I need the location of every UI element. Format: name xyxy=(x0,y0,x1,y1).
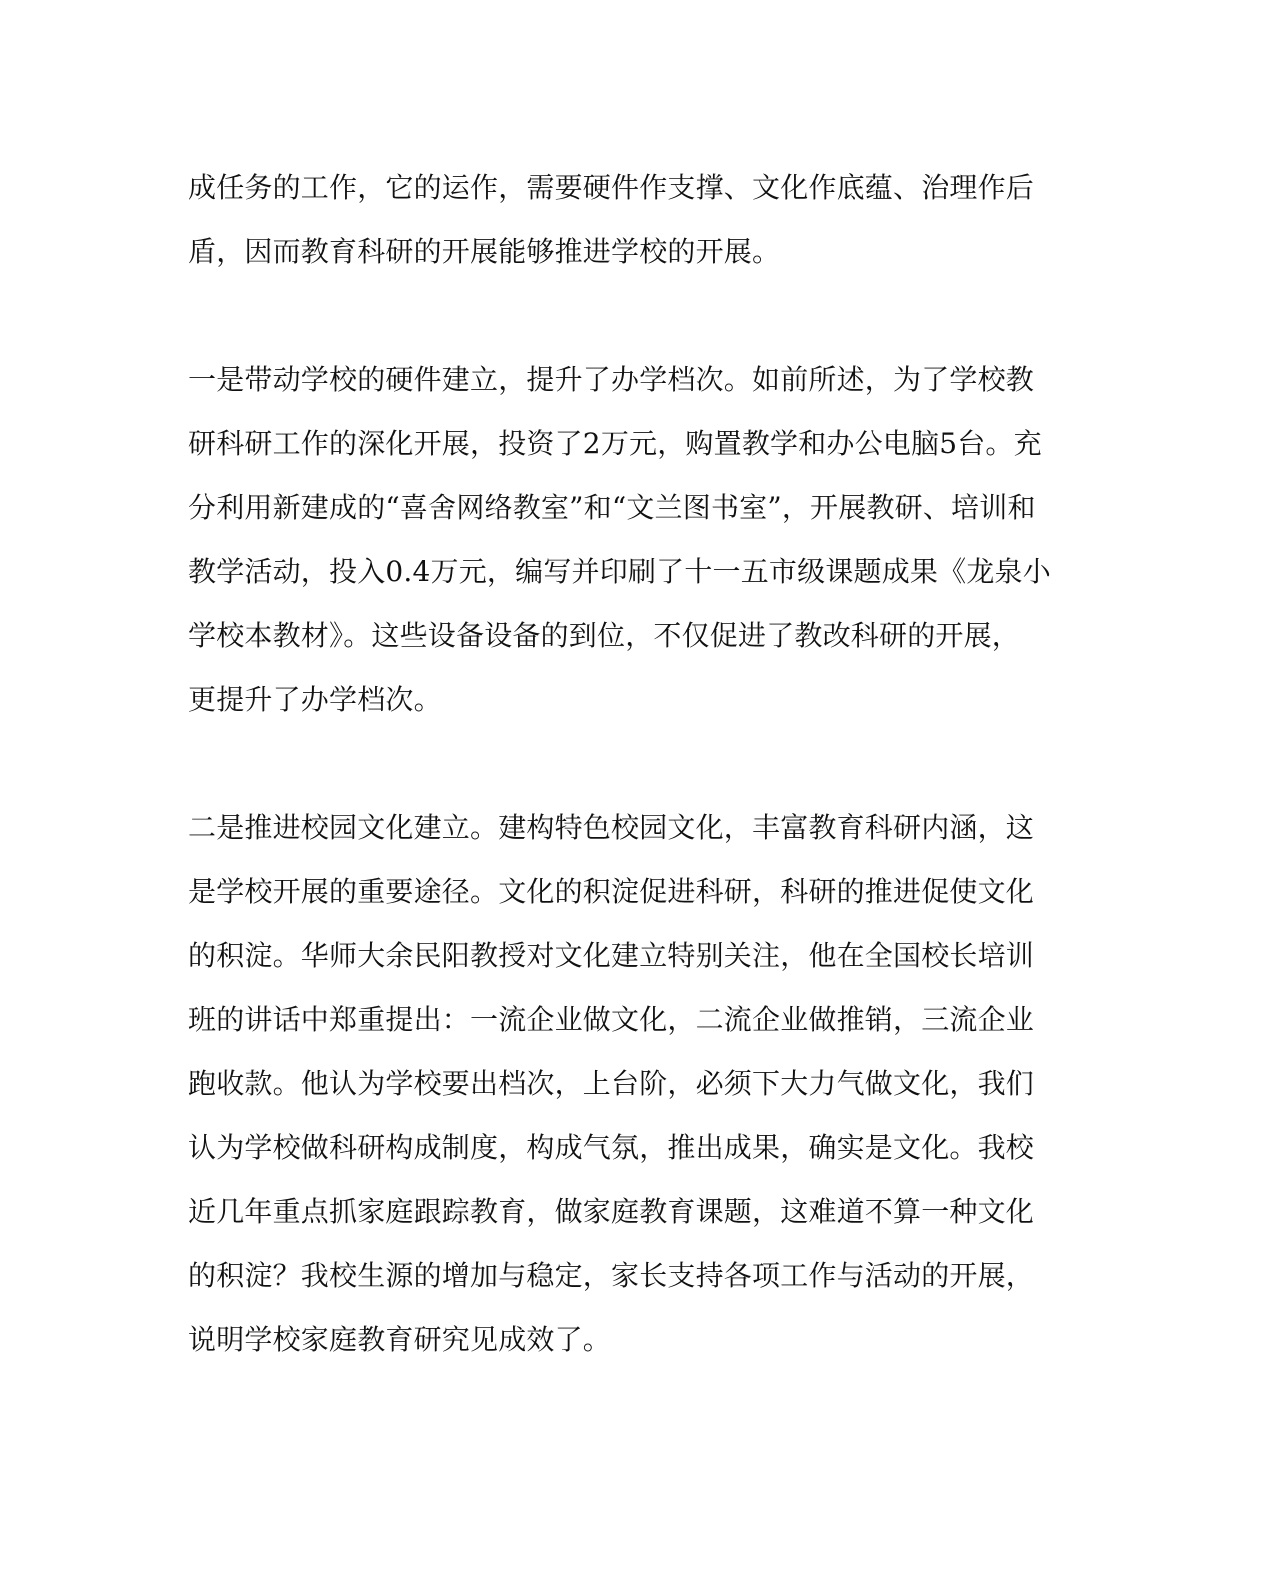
paragraph-3-line-3: 的积淀。华师大余民阳教授对文化建立特别关注，他在全国校长培训 xyxy=(188,939,1035,972)
paragraph-3-line-9: 说明学校家庭教育研究见成效了。 xyxy=(188,1323,612,1356)
paragraph-1-line-1: 成任务的工作，它的运作，需要硬件作支撑、文化作底蕴、治理作后 xyxy=(188,171,1035,204)
paragraph-3-line-5: 跑收款。他认为学校要出档次，上台阶，必须下大力气做文化，我们 xyxy=(188,1067,1035,1100)
paragraph-3-line-4: 班的讲话中郑重提出：一流企业做文化，二流企业做推销，三流企业 xyxy=(188,1003,1035,1036)
paragraph-3-line-2: 是学校开展的重要途径。文化的积淀促进科研，科研的推进促使文化 xyxy=(188,875,1035,908)
paragraph-3-line-7: 近几年重点抓家庭跟踪教育，做家庭教育课题，这难道不算一种文化 xyxy=(188,1195,1035,1228)
paragraph-3-line-6: 认为学校做科研构成制度，构成气氛，推出成果，确实是文化。我校 xyxy=(188,1131,1035,1164)
paragraph-2-line-5: 学校本教材》。这些设备设备的到位，不仅促进了教改科研的开展， xyxy=(188,619,1021,652)
paragraph-2-line-2: 研科研工作的深化开展，投资了2万元，购置教学和办公电脑5台。充 xyxy=(188,427,1042,460)
paragraph-2-line-4: 教学活动，投入0.4万元，编写并印刷了十一五市级课题成果《龙泉小 xyxy=(188,555,1051,588)
paragraph-2-line-1: 一是带动学校的硬件建立，提升了办学档次。如前所述，为了学校教 xyxy=(188,363,1035,396)
paragraph-3-line-8: 的积淀？我校生源的增加与稳定，家长支持各项工作与活动的开展， xyxy=(188,1259,1035,1292)
paragraph-2-line-6: 更提升了办学档次。 xyxy=(188,683,442,716)
paragraph-3-line-1: 二是推进校园文化建立。建构特色校园文化，丰富教育科研内涵，这 xyxy=(188,811,1035,844)
paragraph-1-line-2: 盾，因而教育科研的开展能够推进学校的开展。 xyxy=(188,235,781,268)
paragraph-2-line-3: 分利用新建成的“喜舍网络教室”和“文兰图书室”，开展教研、培训和 xyxy=(188,491,1036,524)
